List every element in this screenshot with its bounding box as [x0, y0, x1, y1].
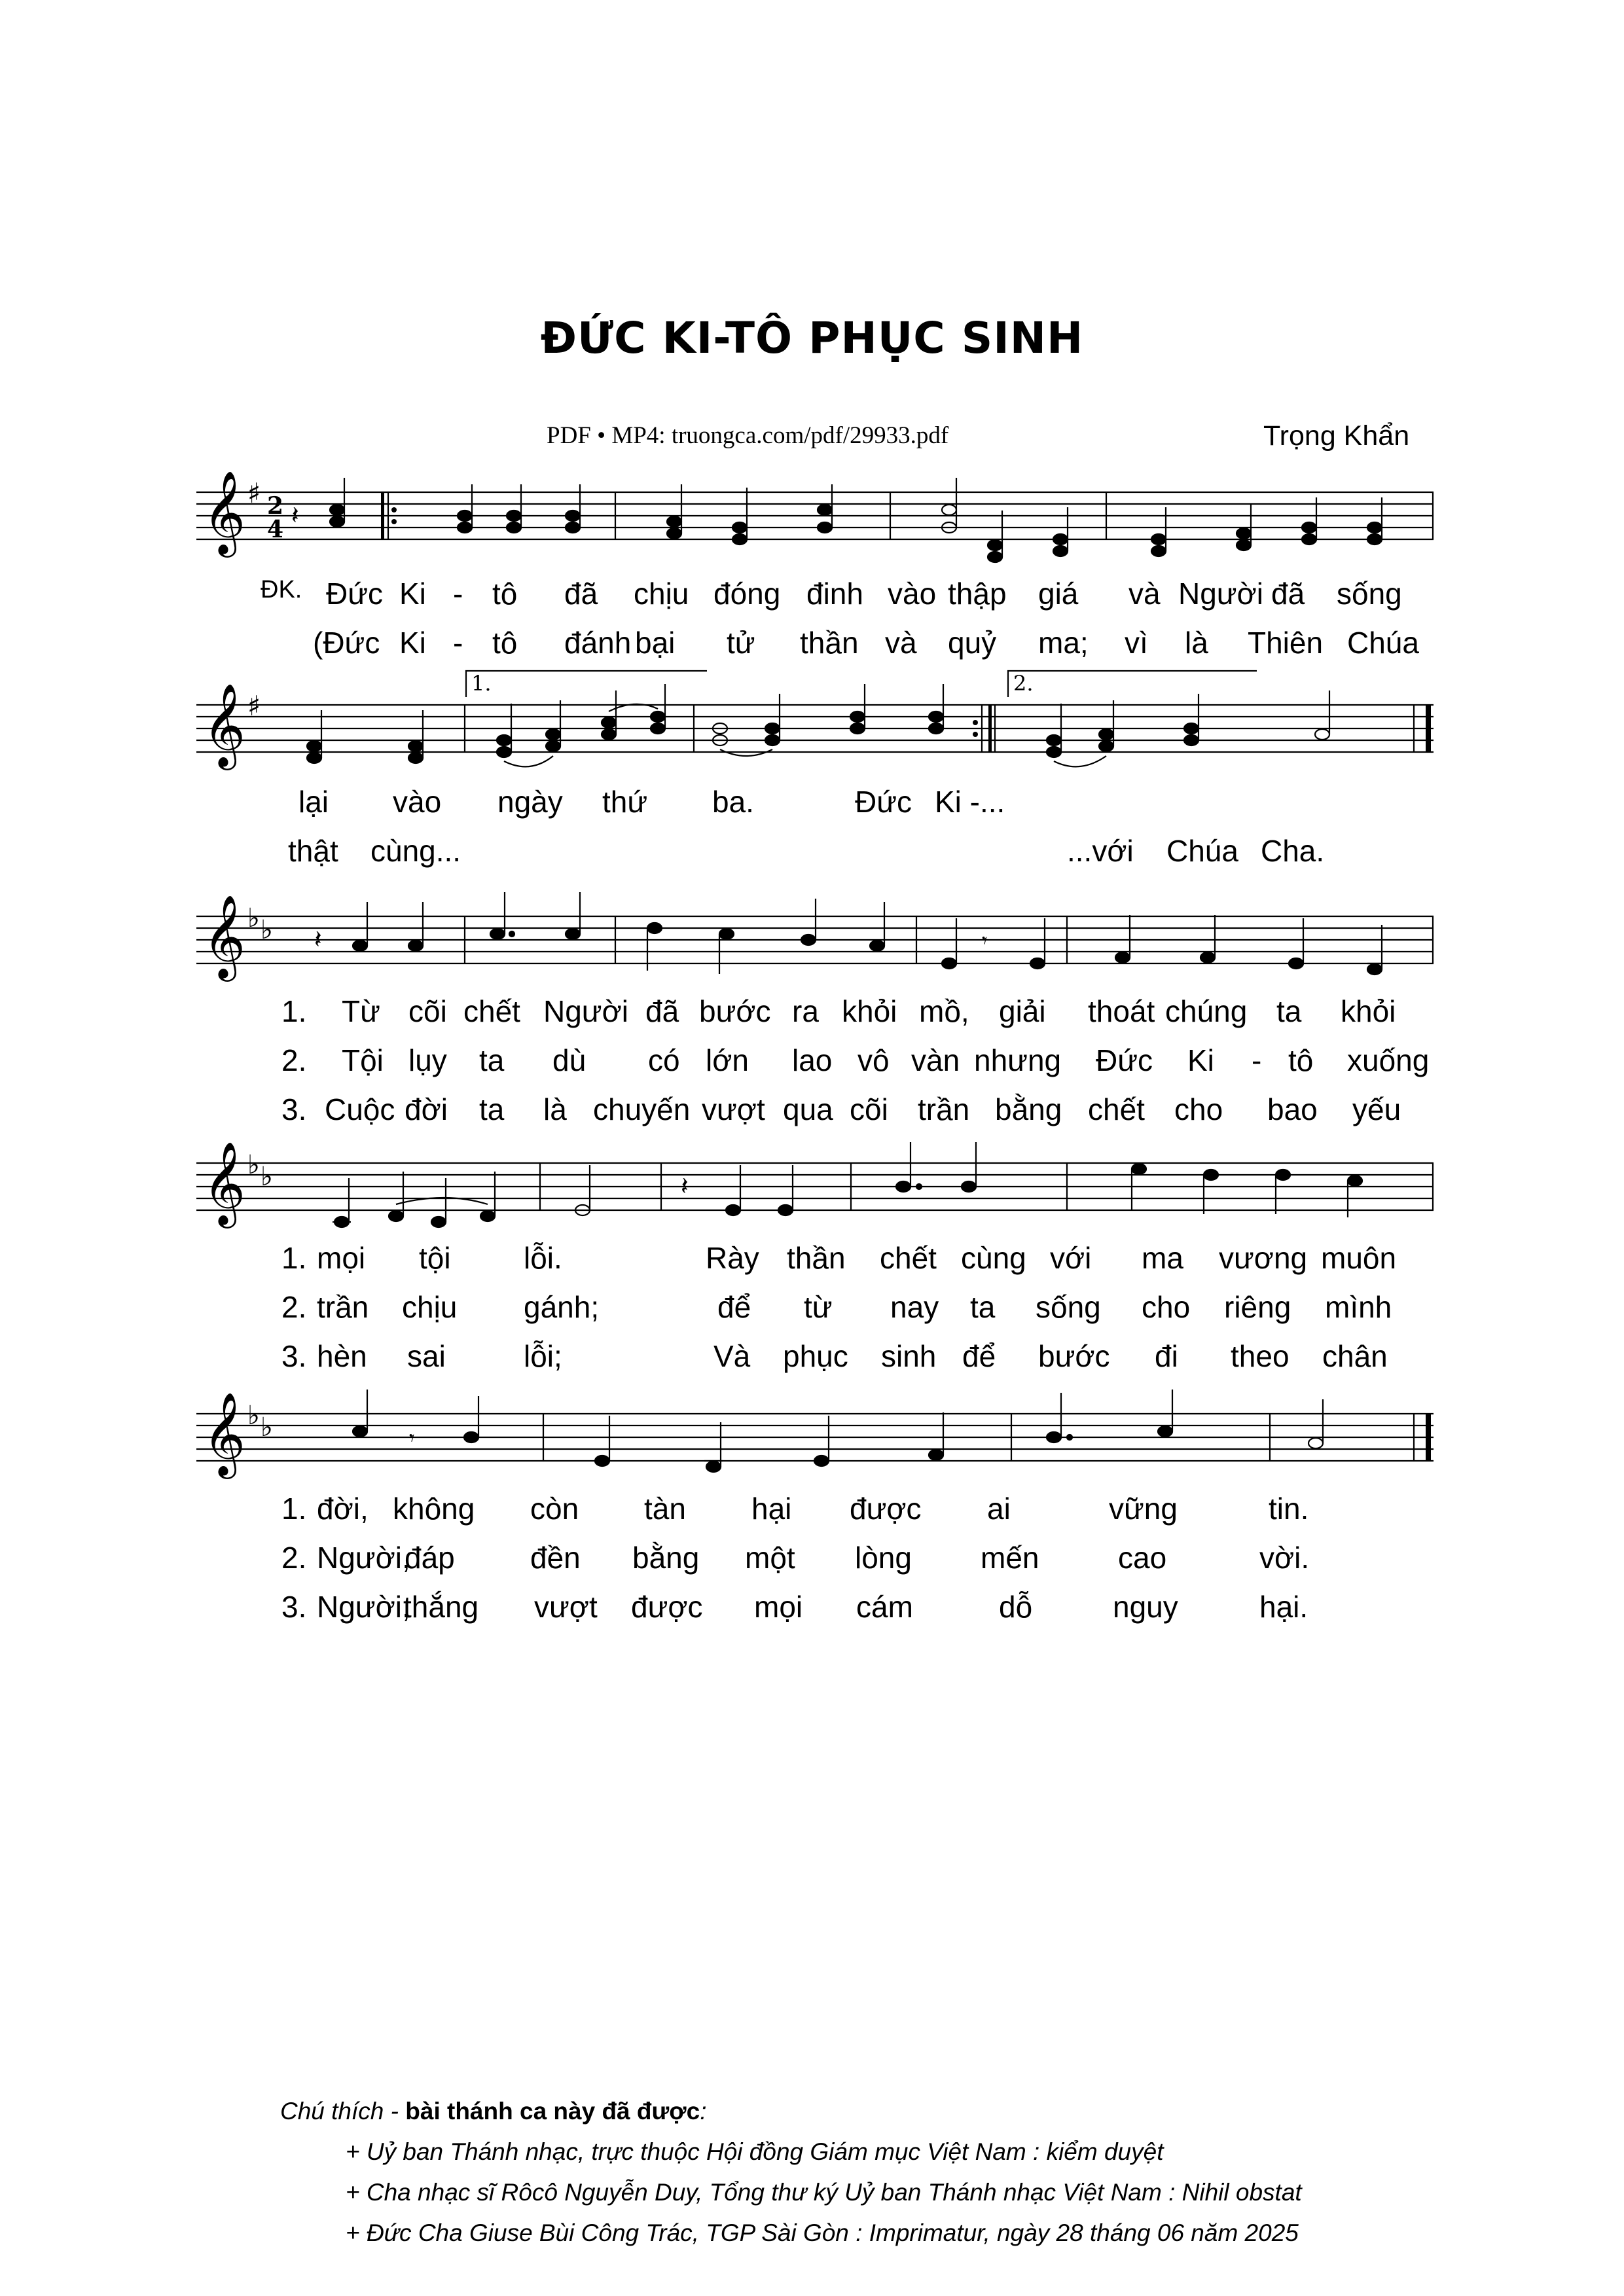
- lyric-syllable: vào: [393, 785, 442, 819]
- lyric-syllable: bao: [1267, 1092, 1318, 1126]
- lyric-syllable: -: [453, 626, 463, 660]
- lyric-syllable: lao: [792, 1043, 833, 1077]
- lyric-syllable: thắng: [403, 1590, 479, 1624]
- lyric-syllable: cõi: [408, 994, 447, 1028]
- lyric-syllable: chúng: [1165, 994, 1248, 1028]
- treble-clef-icon: 𝄞: [203, 1391, 246, 1475]
- lyric-syllable: không: [393, 1492, 475, 1526]
- lyric-syllable: cõi: [850, 1092, 888, 1126]
- lyric-syllable: thập: [948, 577, 1007, 611]
- svg-text:4: 4: [267, 516, 284, 543]
- treble-clef-icon: 𝄞: [203, 1141, 246, 1225]
- lyric-syllable: và: [1128, 577, 1161, 611]
- svg-text:𝄽: 𝄽: [314, 925, 322, 954]
- lyric-syllable: cho: [1174, 1092, 1223, 1126]
- lyric-syllable: Chúa: [1347, 626, 1419, 660]
- lyric-syllable: cho: [1142, 1290, 1191, 1324]
- lyric-syllable: ngày: [497, 785, 563, 819]
- lyric-syllable: chịu: [634, 577, 689, 611]
- lyric-syllable: Ki: [1187, 1043, 1214, 1077]
- lyric-line-v2a: [0, 1240, 1624, 1280]
- lyric-syllable: 2.: [281, 1541, 307, 1575]
- lyric-syllable: tô: [1288, 1043, 1314, 1077]
- lyric-syllable: 3.: [281, 1590, 307, 1624]
- svg-text:♭: ♭: [261, 1162, 273, 1192]
- lyric-syllable: chịu: [402, 1290, 458, 1324]
- lyric-syllable: lớn: [706, 1043, 749, 1077]
- lyric-syllable: cao: [1118, 1541, 1167, 1575]
- lyric-syllable: 3.: [281, 1092, 307, 1126]
- lyric-syllable: Đức: [1096, 1043, 1153, 1077]
- song-title: ĐỨC KI-TÔ PHỤC SINH: [540, 313, 1084, 363]
- lyric-syllable: còn: [530, 1492, 579, 1526]
- lyric-syllable: đời,: [317, 1492, 369, 1526]
- lyric-syllable: vững: [1109, 1492, 1178, 1526]
- lyric-syllable: ai: [987, 1492, 1011, 1526]
- treble-clef-icon: 𝄞: [203, 470, 246, 554]
- svg-text:♭: ♭: [261, 1412, 273, 1443]
- lyric-syllable: Người: [1178, 577, 1263, 611]
- svg-text:♯: ♯: [247, 690, 261, 722]
- svg-text:♭: ♭: [247, 1401, 260, 1431]
- lyric-syllable: 2.: [281, 1290, 307, 1324]
- lyric-syllable: hèn: [317, 1339, 367, 1373]
- lyric-syllable: qua: [783, 1092, 833, 1126]
- note-line: + Đức Cha Giuse Bùi Công Trác, TGP Sài Gòn : Imprimatur, ngày 28 tháng 06 năm 2025: [346, 2219, 1299, 2246]
- notes-intro: Chú thích - bài thánh ca này đã được:: [280, 2098, 707, 2125]
- lyric-syllable: (Đức: [313, 626, 380, 660]
- lyric-syllable: thứ: [602, 785, 648, 819]
- lyric-syllable: tin.: [1269, 1492, 1309, 1526]
- lyric-syllable: lại: [298, 785, 329, 819]
- lyric-syllable: ta: [479, 1043, 505, 1077]
- lyric-syllable: đinh: [806, 577, 863, 611]
- lyric-syllable: mọi: [317, 1241, 366, 1275]
- lyric-syllable: chân: [1322, 1339, 1388, 1373]
- lyric-syllable: giá: [1038, 577, 1079, 611]
- lyric-syllable: quỷ: [948, 626, 997, 660]
- lyric-syllable: Người,: [317, 1590, 410, 1624]
- source-link[interactable]: PDF • MP4: truongca.com/pdf/29933.pdf: [547, 422, 949, 449]
- lyric-syllable: Chúa: [1166, 834, 1238, 868]
- lyric-syllable: 1.: [281, 994, 307, 1028]
- lyric-syllable: ĐK.: [261, 576, 302, 603]
- lyric-syllable: Đức: [855, 785, 912, 819]
- svg-text:𝄾: 𝄾: [409, 1426, 415, 1450]
- lyric-syllable: Người: [543, 994, 628, 1028]
- lyric-syllable: hại.: [1259, 1590, 1308, 1624]
- lyric-syllable: yếu: [1352, 1092, 1401, 1126]
- lyric-syllable: sai: [407, 1339, 446, 1373]
- lyric-line-v1b: [0, 1043, 1624, 1082]
- lyric-syllable: gánh;: [524, 1290, 600, 1324]
- lyric-line-r1b: [0, 625, 1624, 664]
- lyric-syllable: vượt: [702, 1092, 765, 1126]
- lyric-syllable: cùng...: [370, 834, 461, 868]
- lyric-syllable: mọi: [754, 1590, 803, 1624]
- lyric-syllable: vượt: [534, 1590, 598, 1624]
- lyric-syllable: Ki: [399, 577, 426, 611]
- lyric-line-v2c: [0, 1338, 1624, 1378]
- lyric-syllable: ma: [1142, 1241, 1183, 1275]
- lyric-syllable: xuống: [1347, 1043, 1430, 1077]
- lyric-syllable: khỏi: [1341, 994, 1396, 1028]
- lyric-syllable: chết: [463, 994, 520, 1028]
- lyric-syllable: cám: [856, 1590, 913, 1624]
- lyric-syllable: trần: [317, 1290, 369, 1324]
- lyric-syllable: từ: [804, 1290, 833, 1324]
- lyric-syllable: ta: [970, 1290, 996, 1324]
- lyric-syllable: Tội: [342, 1043, 384, 1077]
- lyric-syllable: hại: [751, 1492, 792, 1526]
- lyric-syllable: được: [631, 1590, 703, 1624]
- lyric-line-v3b: [0, 1540, 1624, 1579]
- lyric-syllable: được: [850, 1492, 922, 1526]
- lyric-syllable: Thiên: [1248, 626, 1324, 660]
- lyric-syllable: 3.: [281, 1339, 307, 1373]
- lyric-syllable: nay: [890, 1290, 939, 1324]
- lyric-syllable: và: [885, 626, 917, 660]
- lyric-syllable: Cuộc: [325, 1092, 395, 1126]
- lyric-syllable: đời: [405, 1092, 448, 1126]
- lyric-syllable: vô: [857, 1043, 890, 1077]
- svg-text:𝄾: 𝄾: [982, 928, 988, 953]
- lyric-line-v3a: [0, 1491, 1624, 1530]
- lyric-syllable: đã: [564, 577, 598, 611]
- svg-text:1.: 1.: [471, 671, 492, 696]
- staff-2: [196, 658, 1440, 782]
- lyric-syllable: giải: [999, 994, 1046, 1028]
- lyric-line-r1a: [0, 576, 1624, 615]
- lyric-syllable: sống: [1337, 577, 1402, 611]
- lyric-syllable: bước: [1038, 1339, 1110, 1373]
- lyric-syllable: trần: [918, 1092, 970, 1126]
- lyric-syllable: bằng: [632, 1541, 700, 1575]
- lyric-line-v2b: [0, 1289, 1624, 1329]
- lyric-syllable: thoát: [1088, 994, 1155, 1028]
- lyric-syllable: -: [453, 577, 463, 611]
- svg-text:♯: ♯: [247, 477, 261, 509]
- lyric-syllable: Đức: [326, 577, 384, 611]
- lyric-syllable: bước: [699, 994, 771, 1028]
- lyric-syllable: 1.: [281, 1241, 307, 1275]
- lyric-line-r2b: [0, 833, 1624, 872]
- lyric-syllable: Ki: [399, 626, 426, 660]
- lyric-syllable: nguy: [1113, 1590, 1178, 1624]
- lyric-syllable: dù: [552, 1043, 586, 1077]
- lyric-syllable: để: [962, 1339, 996, 1373]
- lyric-line-v1a: [0, 994, 1624, 1033]
- lyric-syllable: Từ: [342, 994, 380, 1028]
- lyric-syllable: ta: [1276, 994, 1302, 1028]
- lyric-syllable: bằng: [995, 1092, 1062, 1126]
- lyric-syllable: Rày: [706, 1241, 759, 1275]
- lyric-syllable: một: [745, 1541, 795, 1575]
- lyric-syllable: tô: [492, 626, 518, 660]
- lyric-syllable: Cha.: [1261, 834, 1325, 868]
- lyric-syllable: đánh: [564, 626, 632, 660]
- lyric-syllable: đi: [1155, 1339, 1178, 1373]
- lyric-syllable: 2.: [281, 1043, 307, 1077]
- lyric-syllable: cùng: [961, 1241, 1026, 1275]
- lyric-syllable: để: [717, 1290, 751, 1324]
- note-line: + Uỷ ban Thánh nhạc, trực thuộc Hội đồng Giám mục Việt Nam : kiểm duyệt: [346, 2138, 1164, 2165]
- lyric-syllable: tử: [727, 626, 755, 660]
- lyric-syllable: đền: [530, 1541, 581, 1575]
- lyric-syllable: vương: [1219, 1241, 1308, 1275]
- lyric-syllable: thật: [288, 834, 338, 868]
- lyric-syllable: lỗi.: [524, 1241, 562, 1275]
- staff-5: [196, 1380, 1440, 1484]
- lyric-syllable: mình: [1325, 1290, 1392, 1324]
- lyric-syllable: -: [1252, 1043, 1262, 1077]
- lyric-syllable: là: [543, 1092, 567, 1126]
- lyric-syllable: lỗi;: [524, 1339, 562, 1373]
- lyric-syllable: 1.: [281, 1492, 307, 1526]
- lyric-syllable: ...với: [1067, 834, 1134, 868]
- lyric-syllable: mồ,: [919, 994, 969, 1028]
- lyric-syllable: đáp: [405, 1541, 455, 1575]
- lyric-syllable: riêng: [1224, 1290, 1291, 1324]
- lyric-syllable: đã: [1271, 577, 1305, 611]
- staff-1: [196, 458, 1440, 569]
- lyric-syllable: lòng: [855, 1541, 912, 1575]
- lyric-syllable: muôn: [1321, 1241, 1397, 1275]
- lyric-syllable: chết: [1088, 1092, 1145, 1126]
- lyric-syllable: vàn: [911, 1043, 960, 1077]
- staff-4: [196, 1129, 1440, 1234]
- lyric-syllable: phục: [783, 1339, 848, 1373]
- lyric-syllable: thần: [800, 626, 859, 660]
- staff-3: [196, 882, 1440, 987]
- lyric-syllable: vời.: [1259, 1541, 1310, 1575]
- lyric-syllable: sống: [1036, 1290, 1101, 1324]
- lyric-syllable: dỗ: [999, 1590, 1033, 1624]
- lyric-syllable: ta: [479, 1092, 505, 1126]
- lyric-syllable: đã: [645, 994, 679, 1028]
- svg-text:♭: ♭: [261, 915, 273, 945]
- lyric-line-v1c: [0, 1092, 1624, 1131]
- composer-name: Trọng Khẩn: [1263, 420, 1410, 452]
- lyric-syllable: tàn: [644, 1492, 686, 1526]
- lyric-syllable: với: [1050, 1241, 1092, 1275]
- lyric-syllable: Người,: [317, 1541, 410, 1575]
- lyric-syllable: lụy: [408, 1043, 447, 1077]
- svg-text:𝄽: 𝄽: [681, 1172, 689, 1200]
- lyric-syllable: sinh: [881, 1339, 937, 1373]
- treble-clef-icon: 𝄞: [203, 683, 246, 766]
- lyric-syllable: khỏi: [842, 994, 897, 1028]
- lyric-syllable: đóng: [713, 577, 781, 611]
- lyric-syllable: vào: [888, 577, 937, 611]
- lyric-syllable: là: [1185, 626, 1208, 660]
- lyric-syllable: Ki -...: [935, 785, 1005, 819]
- lyric-syllable: ma;: [1038, 626, 1089, 660]
- lyric-syllable: chết: [880, 1241, 937, 1275]
- lyric-syllable: ra: [792, 994, 819, 1028]
- lyric-syllable: tô: [492, 577, 518, 611]
- lyric-syllable: theo: [1231, 1339, 1290, 1373]
- svg-text:𝄽: 𝄽: [291, 501, 299, 529]
- lyric-syllable: mến: [981, 1541, 1039, 1575]
- lyric-syllable: chuyến: [593, 1092, 691, 1126]
- lyric-syllable: có: [648, 1043, 680, 1077]
- lyric-syllable: bại: [635, 626, 676, 660]
- svg-text:♭: ♭: [247, 1150, 260, 1180]
- treble-clef-icon: 𝄞: [203, 894, 246, 978]
- lyric-syllable: nhưng: [974, 1043, 1062, 1077]
- lyric-line-r2a: [0, 784, 1624, 823]
- svg-text:2: 2: [267, 492, 284, 520]
- svg-text:2.: 2.: [1013, 671, 1034, 696]
- lyric-line-v3c: [0, 1589, 1624, 1628]
- lyric-syllable: tội: [419, 1241, 451, 1275]
- note-line: + Cha nhạc sĩ Rôcô Nguyễn Duy, Tổng thư ký Uỷ ban Thánh nhạc Việt Nam : Nihil obstat: [346, 2179, 1302, 2206]
- lyric-syllable: vì: [1125, 626, 1148, 660]
- lyric-syllable: ba.: [712, 785, 754, 819]
- approval-notes: [280, 2091, 1302, 2253]
- lyric-syllable: Và: [713, 1339, 751, 1373]
- lyric-syllable: thần: [787, 1241, 846, 1275]
- svg-text:♭: ♭: [247, 903, 260, 933]
